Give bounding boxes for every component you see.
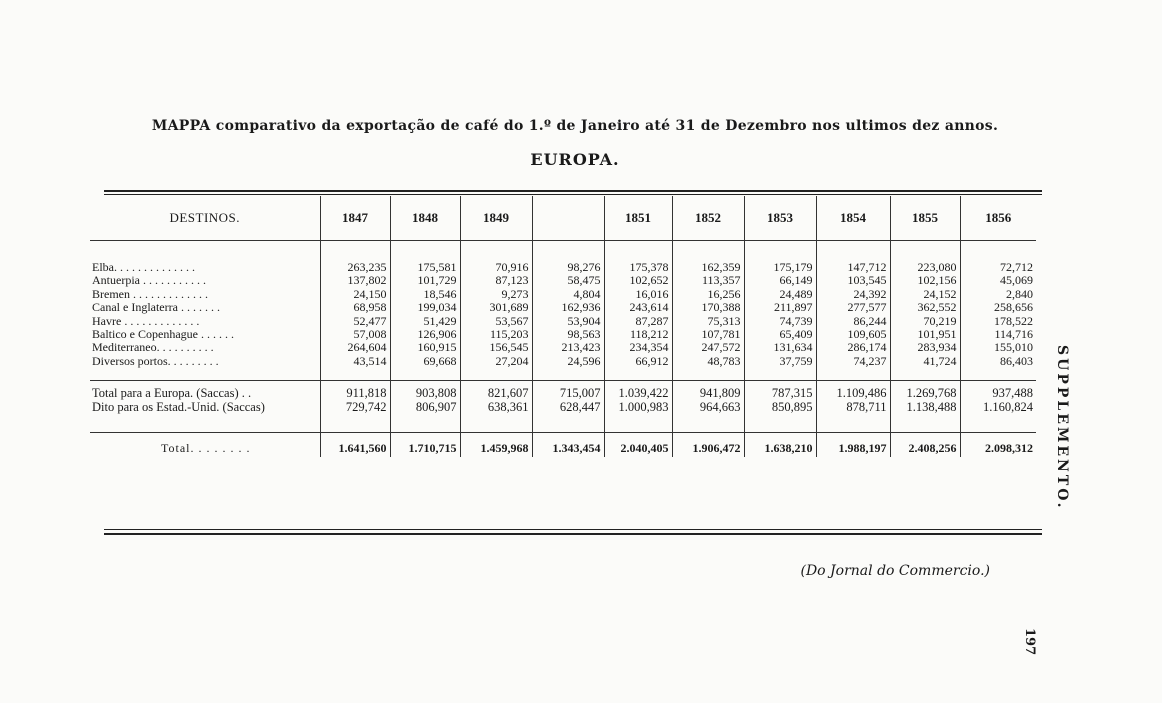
- value-cell: 1.269,768: [890, 387, 960, 400]
- value-cell: 86,244: [816, 315, 890, 328]
- value-cell: 638,361: [460, 401, 532, 414]
- total-row: [90, 401, 1036, 414]
- value-cell: 787,315: [744, 387, 816, 400]
- year-header: [532, 196, 604, 241]
- value-cell: 258,656: [960, 301, 1036, 314]
- year-header: 1855: [890, 196, 960, 241]
- value-cell: 103,545: [816, 274, 890, 287]
- row-label: Diversos portos. . . . . . . . .: [92, 354, 219, 368]
- year-header: 1854: [816, 196, 890, 241]
- table-row: [90, 274, 1036, 287]
- table-row: [90, 355, 1036, 368]
- table-title: MAPPA comparativo da exportação de café do 1.º de Janeiro até 31 de Dezembro nos ultimos dez annos.: [151, 118, 999, 134]
- value-cell: 74,237: [816, 355, 890, 368]
- value-cell: 1.641,560: [320, 439, 390, 457]
- value-cell: 903,808: [390, 387, 460, 400]
- value-cell: 1.109,486: [816, 387, 890, 400]
- value-cell: 101,951: [890, 328, 960, 341]
- value-cell: 86,403: [960, 355, 1036, 368]
- value-cell: 27,204: [460, 355, 532, 368]
- value-cell: 199,034: [390, 301, 460, 314]
- top-rule-thin: [104, 194, 1042, 195]
- value-cell: 48,783: [672, 355, 744, 368]
- value-cell: 69,668: [390, 355, 460, 368]
- value-cell: 4,804: [532, 288, 604, 301]
- value-cell: 964,663: [672, 401, 744, 414]
- value-cell: 156,545: [460, 341, 532, 354]
- table-row: [90, 341, 1036, 354]
- destinos-header: DESTINOS.: [169, 210, 241, 225]
- value-cell: 65,409: [744, 328, 816, 341]
- row-label: Canal e Inglaterra . . . . . . .: [92, 301, 220, 315]
- value-cell: 1.160,824: [960, 401, 1036, 414]
- value-cell: 87,287: [604, 315, 672, 328]
- value-cell: 66,149: [744, 274, 816, 287]
- value-cell: 1.039,422: [604, 387, 672, 400]
- value-cell: 137,802: [320, 274, 390, 287]
- page-number: 197: [1022, 628, 1037, 656]
- table-row: [90, 328, 1036, 341]
- value-cell: 58,475: [532, 274, 604, 287]
- value-cell: 70,219: [890, 315, 960, 328]
- total-row: [90, 387, 1036, 400]
- row-label: Baltico e Copenhague . . . . . .: [92, 328, 234, 342]
- year-header: 1851: [604, 196, 672, 241]
- value-cell: 51,429: [390, 315, 460, 328]
- value-cell: 1.638,210: [744, 439, 816, 457]
- bottom-rule: [104, 533, 1042, 535]
- value-cell: 24,596: [532, 355, 604, 368]
- value-cell: 102,652: [604, 274, 672, 287]
- value-cell: 1.138,488: [890, 401, 960, 414]
- header-row: [90, 196, 1036, 241]
- value-cell: 162,359: [672, 261, 744, 274]
- value-cell: 118,212: [604, 328, 672, 341]
- value-cell: 243,614: [604, 301, 672, 314]
- value-cell: 715,007: [532, 387, 604, 400]
- value-cell: 70,916: [460, 261, 532, 274]
- value-cell: 175,179: [744, 261, 816, 274]
- value-cell: 87,123: [460, 274, 532, 287]
- value-cell: 911,818: [320, 387, 390, 400]
- value-cell: 850,895: [744, 401, 816, 414]
- year-header: 1853: [744, 196, 816, 241]
- value-cell: 98,563: [532, 328, 604, 341]
- value-cell: 178,522: [960, 315, 1036, 328]
- row-label: Antuerpia . . . . . . . . . . .: [92, 274, 206, 288]
- value-cell: 878,711: [816, 401, 890, 414]
- value-cell: 162,936: [532, 301, 604, 314]
- row-label: Dito para os Estad.-Unid. (Saccas): [92, 400, 265, 414]
- value-cell: 43,514: [320, 355, 390, 368]
- row-label: Bremen . . . . . . . . . . . . .: [92, 287, 208, 301]
- value-cell: 101,729: [390, 274, 460, 287]
- value-cell: 628,447: [532, 401, 604, 414]
- value-cell: 57,008: [320, 328, 390, 341]
- value-cell: 213,423: [532, 341, 604, 354]
- value-cell: 1.459,968: [460, 439, 532, 457]
- value-cell: 2.098,312: [960, 439, 1036, 457]
- value-cell: 1.906,472: [672, 439, 744, 457]
- value-cell: 102,156: [890, 274, 960, 287]
- value-cell: 941,809: [672, 387, 744, 400]
- value-cell: 2.408,256: [890, 439, 960, 457]
- year-header: 1848: [390, 196, 460, 241]
- row-label: Elba. . . . . . . . . . . . . .: [92, 261, 195, 274]
- value-cell: 277,577: [816, 301, 890, 314]
- value-cell: 113,357: [672, 274, 744, 287]
- value-cell: 821,607: [460, 387, 532, 400]
- value-cell: 223,080: [890, 261, 960, 274]
- table-subtitle: EUROPA.: [530, 150, 620, 169]
- value-cell: 170,388: [672, 301, 744, 314]
- value-cell: 107,781: [672, 328, 744, 341]
- value-cell: 24,392: [816, 288, 890, 301]
- table-row: [90, 301, 1036, 314]
- year-header: 1852: [672, 196, 744, 241]
- value-cell: 283,934: [890, 341, 960, 354]
- value-cell: 175,378: [604, 261, 672, 274]
- value-cell: 24,489: [744, 288, 816, 301]
- value-cell: 2.040,405: [604, 439, 672, 457]
- value-cell: 1.710,715: [390, 439, 460, 457]
- value-cell: 1.000,983: [604, 401, 672, 414]
- value-cell: 362,552: [890, 301, 960, 314]
- value-cell: 68,958: [320, 301, 390, 314]
- value-cell: 16,016: [604, 288, 672, 301]
- value-cell: 160,915: [390, 341, 460, 354]
- year-header: 1849: [460, 196, 532, 241]
- value-cell: 75,313: [672, 315, 744, 328]
- value-cell: 234,354: [604, 341, 672, 354]
- value-cell: 66,912: [604, 355, 672, 368]
- table-row: [90, 315, 1036, 328]
- value-cell: 263,235: [320, 261, 390, 274]
- top-rule: [104, 190, 1042, 192]
- table-row: [90, 288, 1036, 301]
- bottom-rule-thin: [104, 529, 1042, 530]
- value-cell: 98,276: [532, 261, 604, 274]
- year-header: 1856: [960, 196, 1036, 241]
- value-cell: 52,477: [320, 315, 390, 328]
- grand-total-row: [90, 439, 1036, 457]
- year-header: 1847: [320, 196, 390, 241]
- value-cell: 53,567: [460, 315, 532, 328]
- value-cell: 18,546: [390, 288, 460, 301]
- value-cell: 155,010: [960, 341, 1036, 354]
- value-cell: 53,904: [532, 315, 604, 328]
- value-cell: 211,897: [744, 301, 816, 314]
- value-cell: 45,069: [960, 274, 1036, 287]
- value-cell: 247,572: [672, 341, 744, 354]
- row-label: Total. . . . . . . .: [161, 441, 251, 456]
- value-cell: 806,907: [390, 401, 460, 414]
- export-table: [90, 196, 1036, 457]
- value-cell: 9,273: [460, 288, 532, 301]
- value-cell: 24,150: [320, 288, 390, 301]
- value-cell: 109,605: [816, 328, 890, 341]
- value-cell: 126,906: [390, 328, 460, 341]
- value-cell: 74,739: [744, 315, 816, 328]
- value-cell: 16,256: [672, 288, 744, 301]
- value-cell: 1.988,197: [816, 439, 890, 457]
- table-row: [90, 261, 1036, 274]
- value-cell: 115,203: [460, 328, 532, 341]
- value-cell: 1.343,454: [532, 439, 604, 457]
- value-cell: 264,604: [320, 341, 390, 354]
- row-label: Total para a Europa. (Saccas) . .: [92, 387, 252, 401]
- value-cell: 131,634: [744, 341, 816, 354]
- row-label: Havre . . . . . . . . . . . . .: [92, 314, 200, 328]
- source-note: (Do Jornal do Commercio.): [800, 563, 990, 579]
- value-cell: 301,689: [460, 301, 532, 314]
- value-cell: 37,759: [744, 355, 816, 368]
- value-cell: 72,712: [960, 261, 1036, 274]
- value-cell: 41,724: [890, 355, 960, 368]
- value-cell: 147,712: [816, 261, 890, 274]
- value-cell: 175,581: [390, 261, 460, 274]
- value-cell: 24,152: [890, 288, 960, 301]
- supplement-label: SUPPLEMENTO.: [1054, 345, 1070, 511]
- row-label: Mediterraneo. . . . . . . . . .: [92, 341, 214, 355]
- value-cell: 286,174: [816, 341, 890, 354]
- value-cell: 729,742: [320, 401, 390, 414]
- value-cell: 2,840: [960, 288, 1036, 301]
- value-cell: 937,488: [960, 387, 1036, 400]
- value-cell: 114,716: [960, 328, 1036, 341]
